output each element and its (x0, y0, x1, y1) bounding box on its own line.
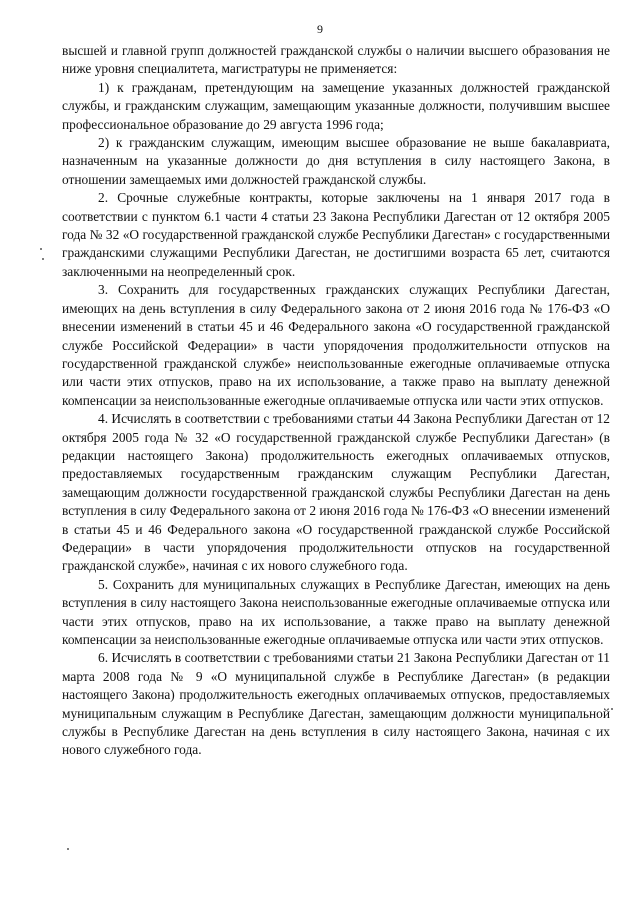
paragraph-6: 6. Исчислять в соответствии с требованиями статьи 21 Закона Республики Дагестан от 11 марта 2008 года № 9 «О муниципальной службе в Республике Дагестан» (в редакции настоящего Закона) продолжительность ежегодных оплачиваемых отпусков, предоставляемых муниципальным служащим в Республике Дагестан, замещающим должности муниципальной службы в Республике Дагестан на день вступления в силу настоящего Закона, начиная с их нового служебного года. (62, 650, 610, 758)
scan-speck (42, 258, 44, 260)
scan-speck (611, 708, 613, 710)
page-number: 9 (317, 22, 323, 36)
paragraph-2: 2. Срочные служебные контракты, которые заключены на 1 января 2017 года в соответствии с пунктом 6.1 части 4 статьи 23 Закона Республики Дагестан от 12 октября 2005 года № 32 «О государственной гражданской службе Республики Дагестан» с государственными гражданскими служащими Республики Дагестан, не достигшими возраста 65 лет, считаются заключенными на неопределенный срок. (62, 190, 610, 279)
paragraph-intro-continuation: высшей и главной групп должностей гражданской службы о наличии высшего образования не ниже уровня специалитета, магистратуры не применяется: (62, 43, 610, 77)
scan-speck (67, 848, 69, 850)
document-body (62, 42, 610, 760)
paragraph-1-1: 1) к гражданам, претендующим на замещение указанных должностей гражданской службы, и гражданским служащим, замещающим указанные должности, получившим высшее профессиональное образование до 29 августа 1996 года; (62, 79, 610, 132)
paragraph-4: 4. Исчислять в соответствии с требованиями статьи 44 Закона Республики Дагестан от 12 октября 2005 года № 32 «О государственной гражданской службе Республики Дагестан» (в редакции настоящего Закона) продолжительность ежегодных оплачиваемых отпусков, предоставляемых государственным гражданским служащим Республики Дагестан, замещающим должности государственной гражданской службы Республики Дагестан на день вступления в силу Федерального закона от 2 июня 2016 года № 176-ФЗ «О внесении изменений в статьи 45 и 46 Федерального закона «О государственной гражданской службе Российской Федерации» в части упорядочения продолжительности отпусков на государственной гражданской службе», начиная с их нового служебного года. (62, 411, 610, 574)
paragraph-1-2: 2) к гражданским служащим, имеющим высшее образование не выше бакалавриата, назначенным на указанные должности до дня вступления в силу настоящего Закона, в отношении замещаемых ими должностей гражданской службы. (62, 135, 610, 187)
paragraph-3: 3. Сохранить для государственных гражданских служащих Республики Дагестан, имеющих на день вступления в силу Федерального закона от 2 июня 2016 года № 176-ФЗ «О внесении изменений в статьи 45 и 46 Федерального закона «О государственной гражданской службе Российской Федерации» в части упорядочения продолжительности отпусков на государственной гражданской службе» неиспользованные ежегодные оплачиваемые отпуска или части этих отпусков, право на их использование, а также право на выплату денежной компенсации за неиспользованные ежегодные оплачиваемые отпуска или части этих отпусков. (62, 282, 610, 408)
paragraph-5: 5. Сохранить для муниципальных служащих в Республике Дагестан, имеющих на день вступления в силу настоящего Закона неиспользованные ежегодные оплачиваемые отпуска или части этих отпусков, право на их использование, а также право на выплату денежной компенсации за неиспользованные ежегодные оплачиваемые отпуска или части этих отпусков. (62, 576, 610, 647)
scan-speck (40, 248, 42, 250)
